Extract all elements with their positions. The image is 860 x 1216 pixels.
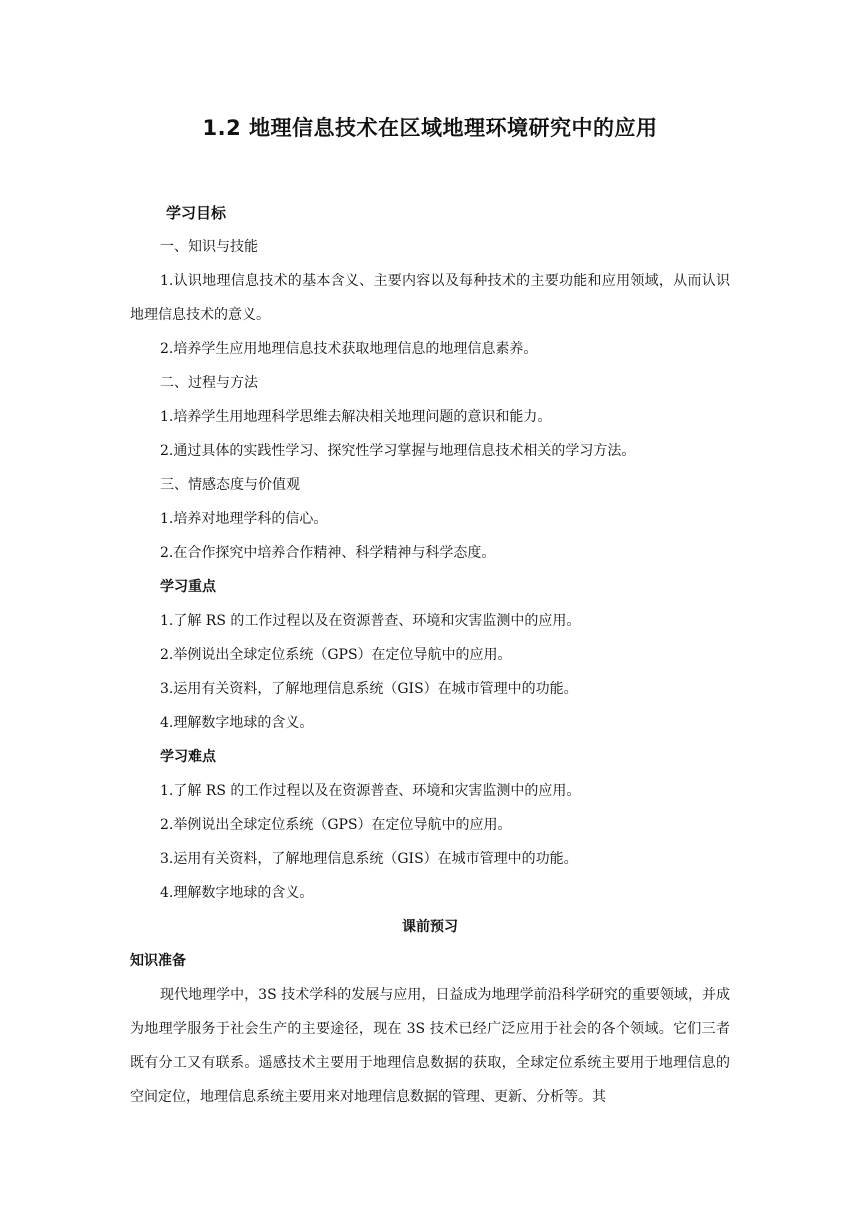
preview-subheading: 知识准备: [130, 953, 186, 969]
objectives-section-attitude: 三、情感态度与价值观: [160, 477, 300, 493]
difficult-points-heading: 学习难点: [160, 749, 216, 765]
objective-item: 1.认识地理信息技术的基本含义、主要内容以及每种技术的主要功能和应用领域，从而认识地理信息技术的意义。: [130, 273, 730, 323]
key-point-item: 4.理解数字地球的含义。: [160, 715, 314, 731]
objectives-heading: 学习目标: [166, 204, 227, 222]
objective-item: 2.培养学生应用地理信息技术获取地理信息的地理信息素养。: [160, 341, 538, 357]
objective-item: 1.培养学生用地理科学思维去解决相关地理问题的意识和能力。: [160, 409, 552, 425]
document-title: 1.2 地理信息技术在区域地理环境研究中的应用: [202, 116, 658, 140]
key-point-item: 2.举例说出全球定位系统（GPS）在定位导航中的应用。: [160, 647, 512, 663]
objectives-section-knowledge: 一、知识与技能: [160, 239, 258, 255]
objective-item: 1.培养对地理学科的信心。: [160, 511, 328, 527]
difficult-point-item: 4.理解数字地球的含义。: [160, 885, 314, 901]
document-body: [130, 196, 730, 1114]
objectives-section-process: 二、过程与方法: [160, 375, 258, 391]
difficult-point-item: 1.了解 RS 的工作过程以及在资源普查、环境和灾害监测中的应用。: [160, 783, 581, 799]
key-point-item: 3.运用有关资料，了解地理信息系统（GIS）在城市管理中的功能。: [160, 681, 578, 697]
difficult-point-item: 2.举例说出全球定位系统（GPS）在定位导航中的应用。: [160, 817, 512, 833]
objective-item: 2.通过具体的实践性学习、探究性学习掌握与地理信息技术相关的学习方法。: [160, 443, 636, 459]
preview-paragraph: 现代地理学中，3S 技术学科的发展与应用，日益成为地理学前沿科学研究的重要领域，并成为地理学服务于社会生产的主要途径，现在 3S 技术已经广泛应用于社会的各个领域。它们三者既有分工又有联系。遥感技术主要用于地理信息数据的获取，全球定位系统主要用于地理信息的空间定位，地理信息系统主要用来对地理信息数据的管理、更新、分析等。其: [130, 987, 730, 1105]
objective-item: 2.在合作探究中培养合作精神、科学精神与科学态度。: [160, 545, 496, 561]
difficult-point-item: 3.运用有关资料，了解地理信息系统（GIS）在城市管理中的功能。: [160, 851, 578, 867]
key-points-heading: 学习重点: [160, 579, 216, 595]
preview-heading: 课前预习: [402, 919, 458, 935]
key-point-item: 1.了解 RS 的工作过程以及在资源普查、环境和灾害监测中的应用。: [160, 613, 581, 629]
